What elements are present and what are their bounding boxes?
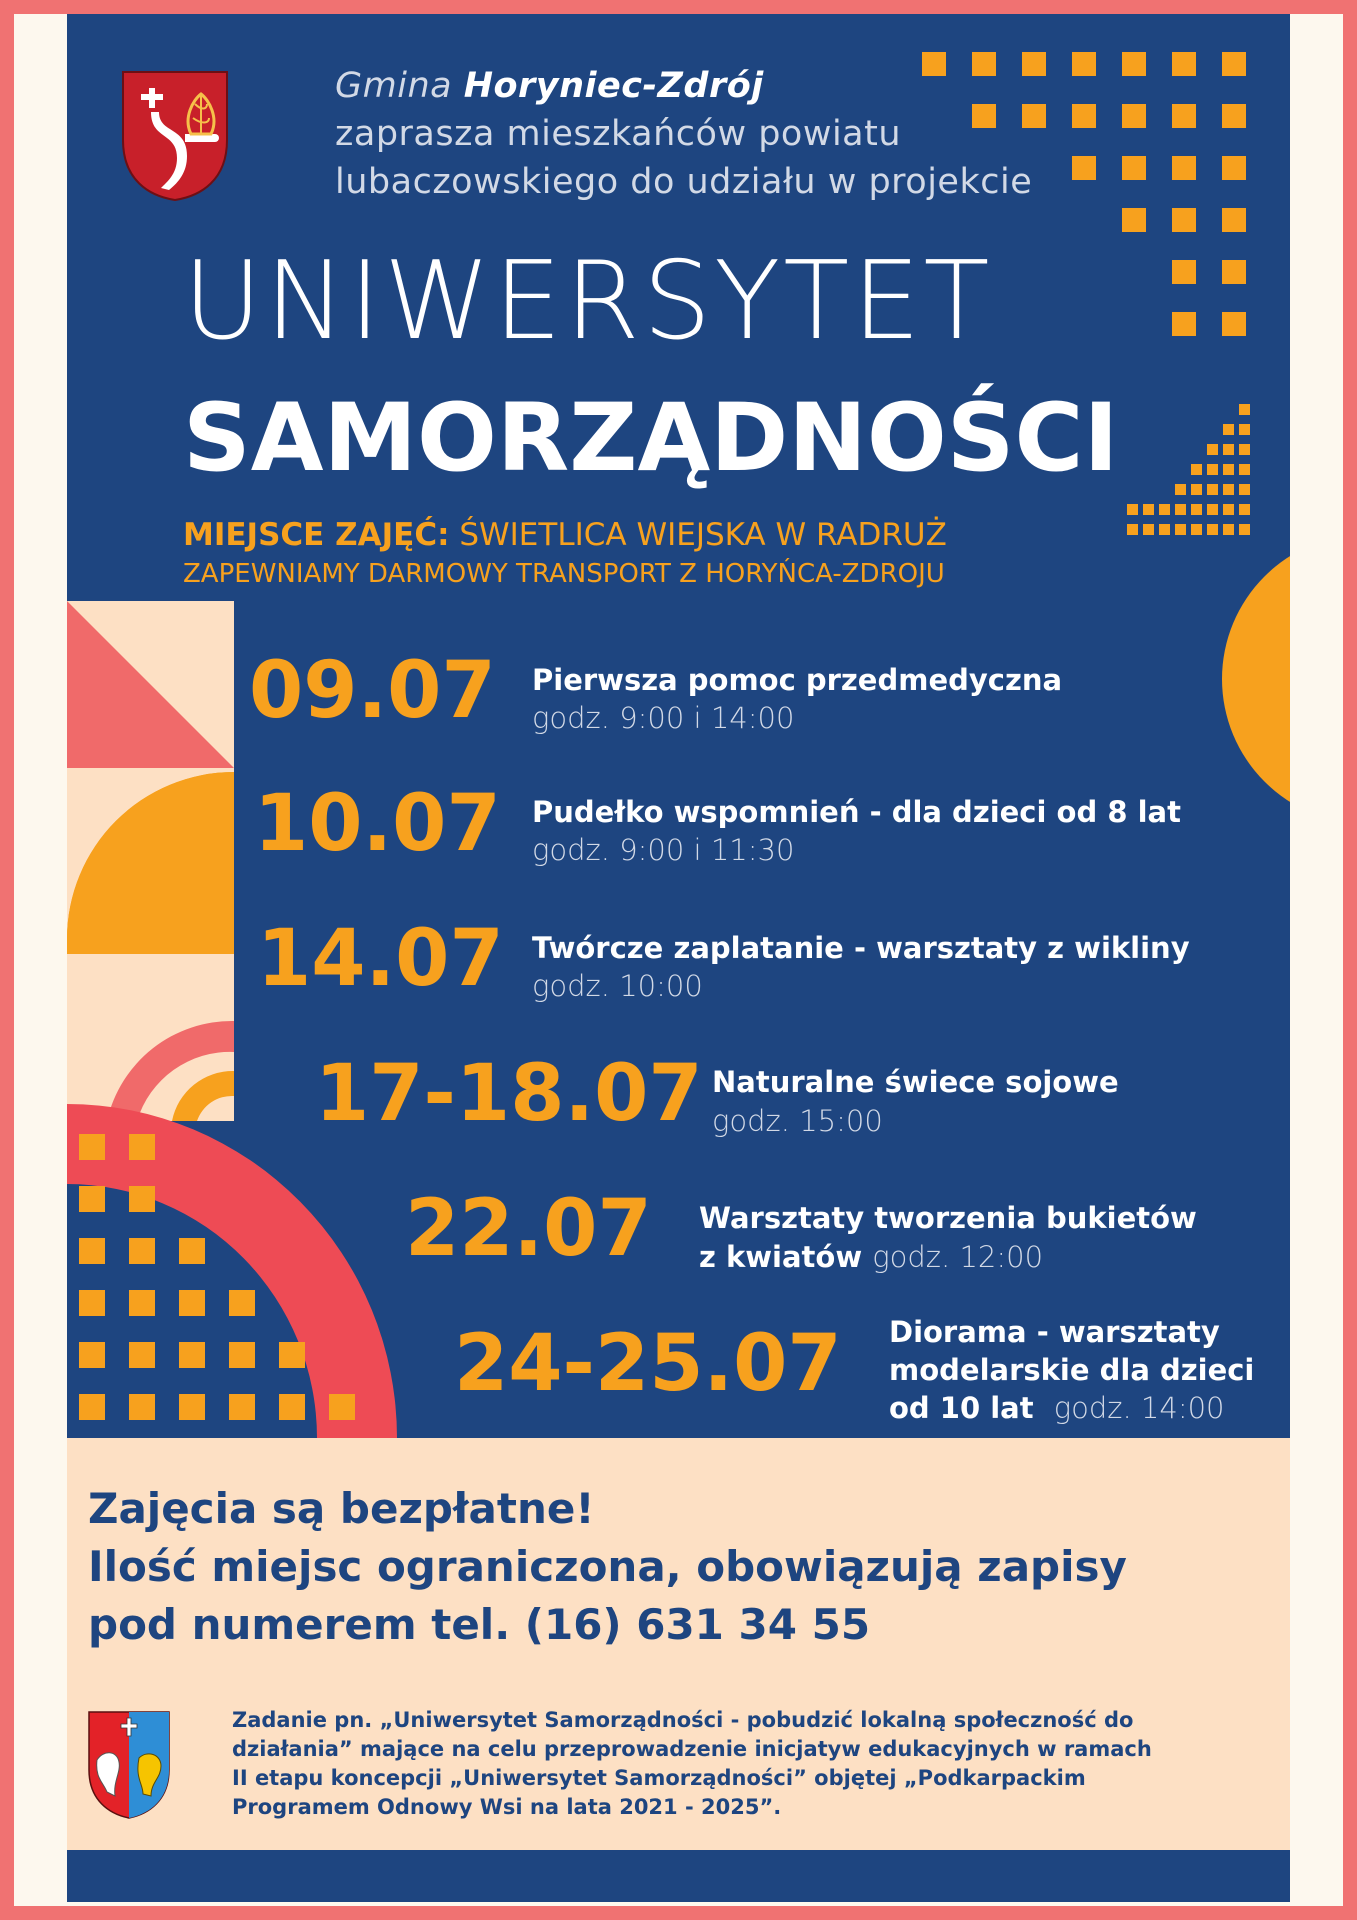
event-3-title: Twórcze zaplatanie - warsztaty z wikliny [532, 931, 1190, 965]
footer-note-line-3: II etapu koncepcji „Uniwersytet Samorządności” objętej „Podkarpackim [232, 1766, 1086, 1790]
header-prefix: Gmina [335, 66, 464, 106]
event-2-title: Pudełko wspomnień - dla dzieci od 8 lat [532, 795, 1181, 829]
location-value: ŚWIETLICA WIEJSKA W RADRUŻ [449, 517, 947, 553]
event-5-time: godz. 12:00 [872, 1240, 1044, 1274]
event-2-date: 10.07 [254, 779, 501, 869]
location-label: MIEJSCE ZAJĘĆ: [183, 517, 450, 553]
header-line-1 [335, 66, 764, 106]
event-2-time: godz. 9:00 i 11:30 [532, 833, 795, 867]
event-4-title: Naturalne świece sojowe [712, 1065, 1119, 1099]
event-4-date: 17-18.07 [315, 1049, 703, 1139]
footer-phone-line: pod numerem tel. (16) 631 34 55 [88, 1600, 871, 1649]
footer-note-line-2: działania” mające na celu przeprowadzenie inicjatyw edukacyjnych w ramach [232, 1737, 1152, 1761]
event-6-time: godz. 14:00 [1053, 1391, 1225, 1425]
event-3-date: 14.07 [257, 914, 504, 1004]
footer-panel [67, 1438, 1290, 1850]
event-5-title-line-1: Warsztaty tworzenia bukietów [699, 1201, 1197, 1235]
region-crest-icon [87, 1710, 171, 1820]
title-line-2: SAMORZĄDNOŚCI [183, 384, 1119, 493]
main-panel [67, 14, 1290, 1438]
title-line-1: UNIWERSYTET [183, 239, 993, 364]
footer-note-line-4: Programem Odnowy Wsi na lata 2021 - 2025”. [232, 1795, 782, 1819]
event-5-title-line-2 [699, 1239, 1043, 1276]
transport-note: ZAPEWNIAMY DARMOWY TRANSPORT Z HORYŃCA-ZDROJU [183, 559, 945, 589]
decor-half-circle [1222, 534, 1290, 834]
header-line-3: lubaczowskiego do udziału w projekcie [335, 162, 1033, 202]
event-3-time: godz. 10:00 [532, 969, 703, 1003]
event-5-date: 22.07 [405, 1184, 652, 1274]
event-5-title-line-2-text: z kwiatów [699, 1240, 863, 1274]
header-gmina-name: Horyniec-Zdrój [463, 66, 764, 106]
event-6-title-line-3 [889, 1390, 1225, 1427]
gmina-crest-icon [121, 70, 229, 202]
event-1-time: godz. 9:00 i 14:00 [532, 701, 795, 735]
footer-note-line-1: Zadanie pn. „Uniwersytet Samorządności - pobudzić lokalną społeczność do [232, 1708, 1134, 1732]
footer-limit-line: Ilość miejsc ograniczona, obowiązują zapisy [88, 1542, 1127, 1591]
decor-geometric-left [67, 601, 237, 1121]
event-1-date: 09.07 [249, 646, 496, 736]
header-line-2: zaprasza mieszkańców powiatu [335, 114, 902, 154]
event-4-time: godz. 15:00 [712, 1104, 883, 1138]
location-line [183, 517, 947, 553]
bottom-strip [67, 1850, 1290, 1902]
event-6-date: 24-25.07 [454, 1319, 842, 1409]
event-6-title-line-2: modelarskie dla dzieci [889, 1353, 1255, 1387]
event-6-title-line-1: Diorama - warsztaty [889, 1315, 1220, 1349]
event-6-title-line-3-text: od 10 lat [889, 1391, 1034, 1425]
decor-arc-bottom-left [67, 1104, 407, 1438]
event-1-title: Pierwsza pomoc przedmedyczna [532, 663, 1063, 697]
footer-free-line: Zajęcia są bezpłatne! [88, 1484, 595, 1533]
